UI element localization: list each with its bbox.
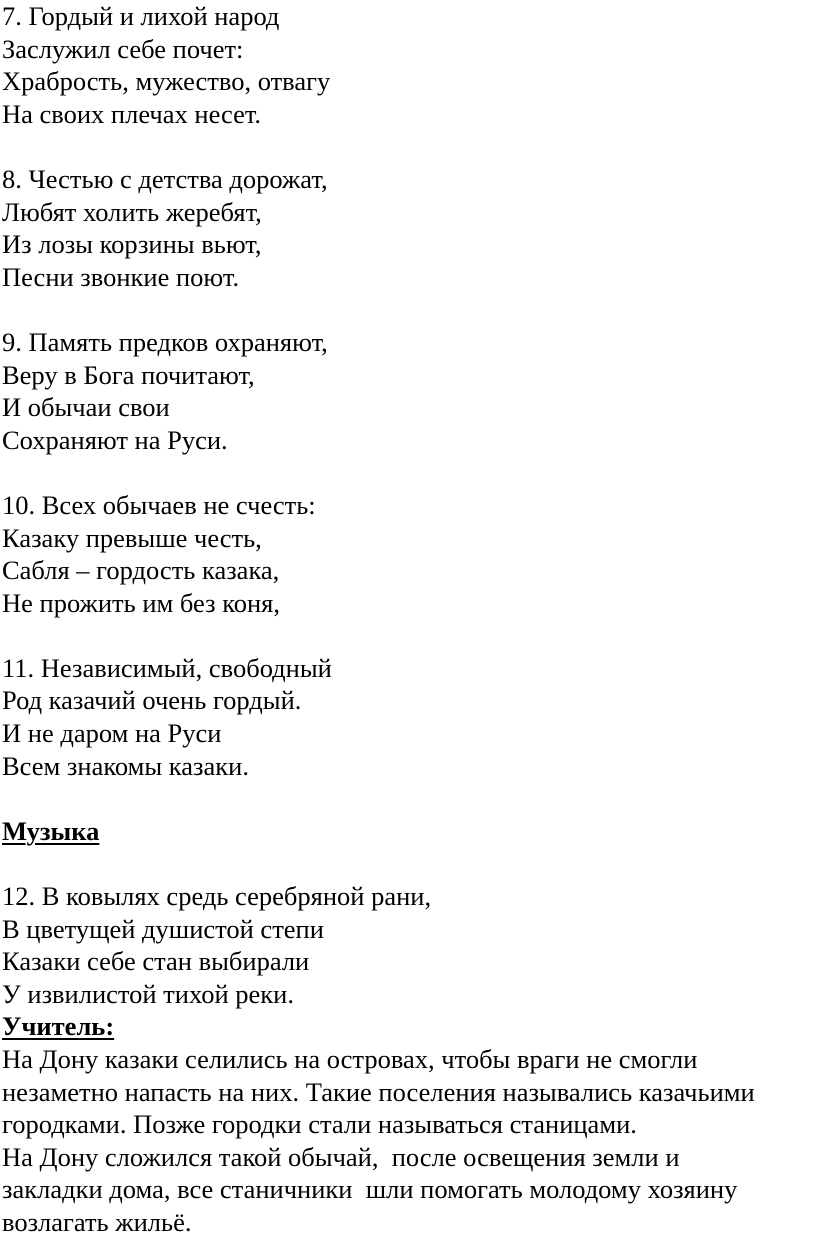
poem-line: И обычаи свои bbox=[2, 392, 170, 423]
poem-line: Заслужил себе почет: bbox=[2, 33, 244, 64]
teacher-paragraph bbox=[2, 1043, 812, 1239]
spacer bbox=[2, 619, 812, 652]
spacer bbox=[2, 782, 812, 815]
stanza-9 bbox=[2, 326, 812, 456]
poem-line: Сабля – гордость казака, bbox=[2, 555, 280, 586]
poem-line: На своих плечах несет. bbox=[2, 98, 262, 129]
paragraph-line: незаметно напасть на них. Такие поселения назывались казачьими bbox=[2, 1076, 755, 1107]
spacer bbox=[2, 456, 812, 489]
poem-line: 7. Гордый и лихой народ bbox=[2, 1, 280, 31]
stanza-11 bbox=[2, 652, 812, 782]
poem-line: 10. Всех обычаев не счесть: bbox=[2, 489, 316, 520]
song-line: 12. В ковылях средь серебряной рани, bbox=[2, 881, 432, 912]
paragraph-line: На Дону сложился такой обычай, после освещения земли и bbox=[2, 1141, 680, 1172]
stanza-10 bbox=[2, 489, 812, 619]
poem-line: И не даром на Руси bbox=[2, 718, 222, 749]
poem-line: Не прожить им без коня, bbox=[2, 587, 280, 618]
paragraph-line: городками. Позже городки стали называться станицами. bbox=[2, 1109, 637, 1140]
poem-line: 8. Честью с детства дорожат, bbox=[2, 163, 328, 194]
stanza-7 bbox=[2, 0, 812, 130]
paragraph-line: закладки дома, все станичники шли помогать молодому хозяину bbox=[2, 1174, 738, 1205]
poem-line: Род казачий очень гордый. bbox=[2, 685, 302, 716]
paragraph-line: На Дону казаки селились на островах, чтобы враги не смогли bbox=[2, 1044, 698, 1074]
music-heading: Музыка bbox=[2, 815, 100, 846]
stanza-12 bbox=[2, 880, 812, 1010]
poem-line: Храбрость, мужество, отвагу bbox=[2, 66, 331, 97]
poem-line: 11. Независимый, свободный bbox=[2, 652, 332, 683]
poem-line: Казаку превыше честь, bbox=[2, 522, 262, 553]
song-line: Казаки себе стан выбирали bbox=[2, 946, 310, 977]
spacer bbox=[2, 293, 812, 326]
teacher-heading: Учитель: bbox=[2, 1011, 115, 1042]
poem-line: Любят холить жеребят, bbox=[2, 196, 262, 227]
spacer bbox=[2, 847, 812, 880]
song-line: У извилистой тихой реки. bbox=[2, 978, 294, 1009]
poem-line: Сохраняют на Руси. bbox=[2, 424, 228, 455]
poem-line: 9. Память предков охраняют, bbox=[2, 326, 328, 357]
spacer bbox=[2, 130, 812, 163]
stanza-8 bbox=[2, 163, 812, 293]
song-line: В цветущей душистой степи bbox=[2, 913, 324, 944]
poem-line: Из лозы корзины вьют, bbox=[2, 229, 262, 260]
poem-line: Веру в Бога почитают, bbox=[2, 359, 255, 390]
document-page bbox=[2, 0, 812, 1239]
poem-line: Всем знакомы казаки. bbox=[2, 750, 249, 781]
paragraph-line: возлагать жильё. bbox=[2, 1206, 192, 1237]
poem-line: Песни звонкие поют. bbox=[2, 261, 240, 292]
